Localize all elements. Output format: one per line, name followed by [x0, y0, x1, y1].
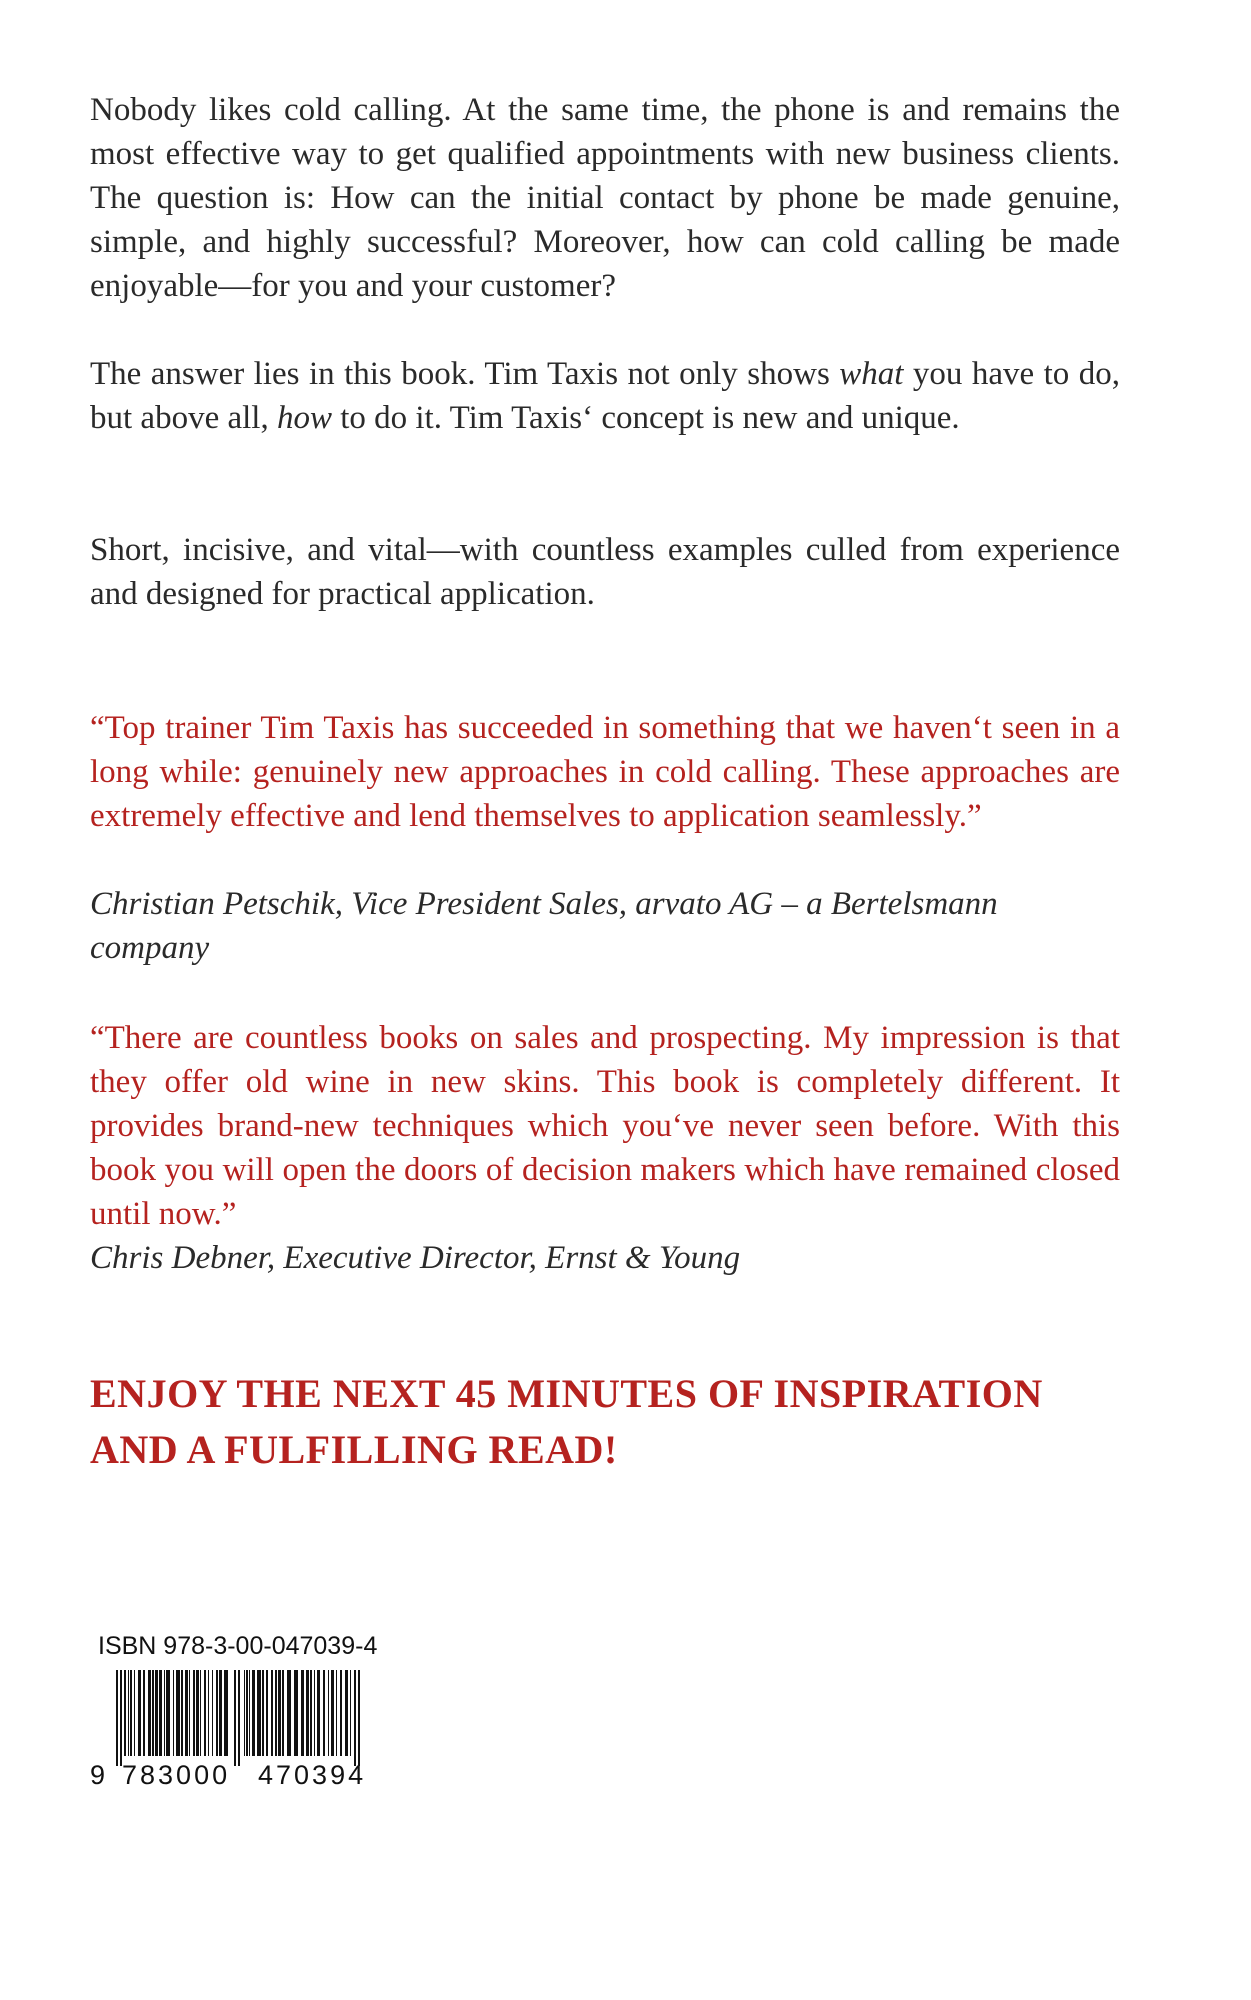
- barcode-guard-bar: [354, 1670, 356, 1766]
- barcode-bar: [124, 1670, 126, 1756]
- barcode-bar: [130, 1670, 132, 1756]
- barcode-bar: [185, 1670, 188, 1756]
- blurb-paragraph-2-part-b: you have to do, but above all,: [90, 356, 1120, 436]
- barcode-bar: [143, 1670, 145, 1756]
- barcode-bar: [328, 1670, 329, 1756]
- barcode-bar: [275, 1670, 277, 1756]
- barcode-bar: [350, 1670, 351, 1756]
- barcode-guard-bar: [120, 1670, 122, 1766]
- blurb-paragraph-2-part-a: The answer lies in this book. Tim Taxis not only shows: [90, 356, 840, 392]
- barcode-bar: [278, 1670, 281, 1756]
- barcode-guard-bar: [358, 1670, 360, 1766]
- barcode-bar: [345, 1670, 348, 1756]
- barcode-bar: [340, 1670, 342, 1756]
- barcode-bar: [193, 1670, 195, 1756]
- blurb-paragraph-3: Short, incisive, and vital—with countless examples culled from experience and designed for practical application.: [90, 532, 1120, 612]
- barcode-bar: [306, 1670, 309, 1756]
- barcode-bar: [317, 1670, 320, 1756]
- barcode-guard-bar: [116, 1670, 118, 1766]
- barcode-bar: [287, 1670, 291, 1756]
- ean-left-group: 783000: [122, 1760, 231, 1790]
- barcode-bar: [294, 1670, 298, 1756]
- barcode-bar: [266, 1670, 268, 1756]
- emphasis-what: what: [839, 356, 904, 392]
- isbn-barcode: [88, 1632, 393, 1792]
- barcode-bar: [249, 1670, 250, 1756]
- barcode-bar: [246, 1670, 248, 1756]
- barcode-bar: [323, 1670, 325, 1756]
- barcode-bar: [252, 1670, 255, 1756]
- barcode-bar: [134, 1670, 135, 1756]
- barcode-bar: [173, 1670, 174, 1756]
- barcode-bar: [152, 1670, 154, 1756]
- barcode-bar: [219, 1670, 222, 1756]
- barcode-bar: [262, 1670, 264, 1756]
- call-to-action-line-1: ENJOY THE NEXT 45 MINUTES OF INSPIRATION: [90, 1371, 1043, 1416]
- barcode-bar: [208, 1670, 209, 1756]
- barcode-bar: [257, 1670, 261, 1756]
- barcode-bar: [204, 1670, 206, 1756]
- call-to-action-line-2: AND A FULFILLING READ!: [90, 1427, 618, 1472]
- barcode-bar: [128, 1670, 129, 1756]
- ean-right-group: 470394: [258, 1760, 367, 1790]
- barcode-guard-bar: [234, 1670, 236, 1766]
- barcode-bar: [148, 1670, 151, 1756]
- call-to-action: [90, 1366, 1150, 1478]
- barcode-guard-bar: [238, 1670, 240, 1766]
- barcode-bar: [212, 1670, 213, 1756]
- barcode-bar: [336, 1670, 337, 1756]
- barcode-bar: [301, 1670, 304, 1756]
- barcode-bar: [189, 1670, 190, 1756]
- ean-digits: [88, 1760, 393, 1792]
- barcode-bar: [166, 1670, 170, 1756]
- barcode-bar: [196, 1670, 199, 1756]
- barcode-bar: [331, 1670, 334, 1756]
- barcode-bar: [216, 1670, 218, 1756]
- barcode-bar: [159, 1670, 162, 1756]
- barcode-bar: [164, 1670, 165, 1756]
- testimonial-quote-1: “Top trainer Tim Taxis has succeeded in something that we haven‘t seen in a long while: genuinely new approaches in cold calling. These approaches are extremely effective and lend themselves to application seamlessly.”: [90, 710, 1120, 834]
- barcode-bar: [244, 1670, 245, 1756]
- testimonial-attribution-1: Christian Petschik, Vice President Sales, arvato AG – a Bertelsmann company: [90, 886, 998, 966]
- isbn-label: ISBN 978-3-00-047039-4: [98, 1632, 378, 1660]
- testimonial-attribution-2: Chris Debner, Executive Director, Ernst & Young: [90, 1240, 741, 1276]
- testimonial-quote-2: “There are countless books on sales and prospecting. My impression is that they offer old wine in new skins. This book is completely different. It provides brand-new techniques which you‘ve never seen before. With this book you will open the doors of decision makers which have remained closed until now.”: [90, 1020, 1120, 1232]
- emphasis-how: how: [276, 400, 332, 436]
- barcode-bar: [155, 1670, 158, 1756]
- blurb-paragraph-2-part-c: to do it. Tim Taxis‘ concept is new and unique.: [331, 400, 960, 436]
- barcode-bar: [282, 1670, 284, 1756]
- barcode-bar: [138, 1670, 141, 1756]
- barcode-bar: [176, 1670, 180, 1756]
- barcode-bar: [181, 1670, 183, 1756]
- ean-first-digit: 9: [90, 1760, 106, 1790]
- blurb-paragraph-2: [90, 352, 1120, 440]
- barcode-bar: [310, 1670, 312, 1756]
- blurb-paragraph-1: Nobody likes cold calling. At the same time, the phone is and remains the most effective way to get qualified appointments with new business clients. The question is: How can the initial contact by phone be made genuine, simple, and highly successful? Moreover, how can cold calling be made enjoyable—for you and your customer?: [90, 92, 1120, 304]
- barcode-bars-icon: [88, 1670, 393, 1766]
- barcode-bar: [314, 1670, 315, 1756]
- barcode-bar: [224, 1670, 228, 1756]
- barcode-bar: [200, 1670, 201, 1756]
- barcode-bar: [271, 1670, 273, 1756]
